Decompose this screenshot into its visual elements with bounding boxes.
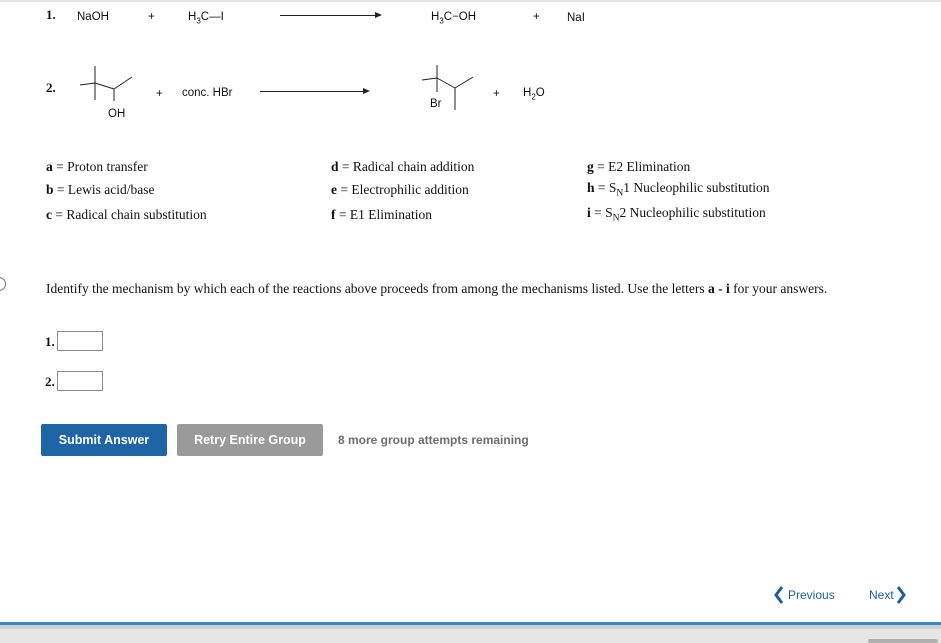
reactant-naoh: NaOH [77,11,109,23]
chevron-right-icon [896,585,906,605]
plus-sign: + [156,88,163,100]
plus-sign: + [148,11,155,23]
product-nai: NaI [567,12,585,24]
product-water: $H_2O$ [523,87,545,102]
reaction-2-number: 2. [46,80,56,95]
answer-1-label: 1. [45,334,55,349]
mechanism-b: b = Lewis acid/base [46,182,155,197]
attempts-remaining-text: 8 more group attempts remaining [338,433,529,447]
mechanism-h: $h = S_N1$ Nucleophilic substitution [587,180,770,199]
plus-sign: + [493,88,500,100]
plus-sign: + [533,11,540,23]
mechanism-d: d = Radical chain addition [331,159,475,174]
chevron-left-icon [774,585,784,605]
retry-entire-group-button[interactable]: Retry Entire Group [177,424,323,456]
alcohol-skeletal-structure [74,58,144,112]
horizontal-scrollbar-track[interactable] [0,629,941,643]
reaction-arrow [260,91,368,92]
answer-2-input[interactable] [57,371,103,391]
bromine-label: Br [430,98,442,110]
mechanism-f: f = E1 Elimination [331,207,432,222]
next-label: Next [869,588,894,602]
horizontal-scrollbar-thumb[interactable] [868,639,938,643]
side-circle-marker [0,277,6,291]
submit-answer-button[interactable]: Submit Answer [41,424,167,456]
question-text: Identify the mechanism by which each of the reactions above proceeds from among the mechanisms listed. Use the letters a - i for your answers. [46,281,828,296]
previous-label: Previous [788,588,835,602]
bromide-skeletal-structure [416,58,488,112]
answer-1-input[interactable] [57,331,103,351]
mechanism-i: $i = S_N2$ Nucleophilic substitution [587,205,766,224]
answer-2-label: 2. [45,374,55,389]
reaction-arrow [280,15,380,16]
mechanism-g: g = E2 Elimination [587,159,691,174]
mechanism-c: c = Radical chain substitution [46,207,207,222]
mechanism-a: a = Proton transfer [46,159,148,174]
mechanism-e: e = Electrophilic addition [331,182,469,197]
next-button[interactable] [869,585,906,605]
reaction-1-number: 1. [46,7,56,22]
reagent-conc-hbr: conc. HBr [182,87,233,99]
top-divider [0,0,941,2]
hydroxyl-label: OH [108,108,126,120]
previous-button[interactable] [774,585,835,605]
reactant-methyl-iodide: $H_3C—I$ [188,11,224,26]
bottom-accent-line [0,622,941,625]
product-methanol: $H_3C-OH$ [431,11,477,26]
